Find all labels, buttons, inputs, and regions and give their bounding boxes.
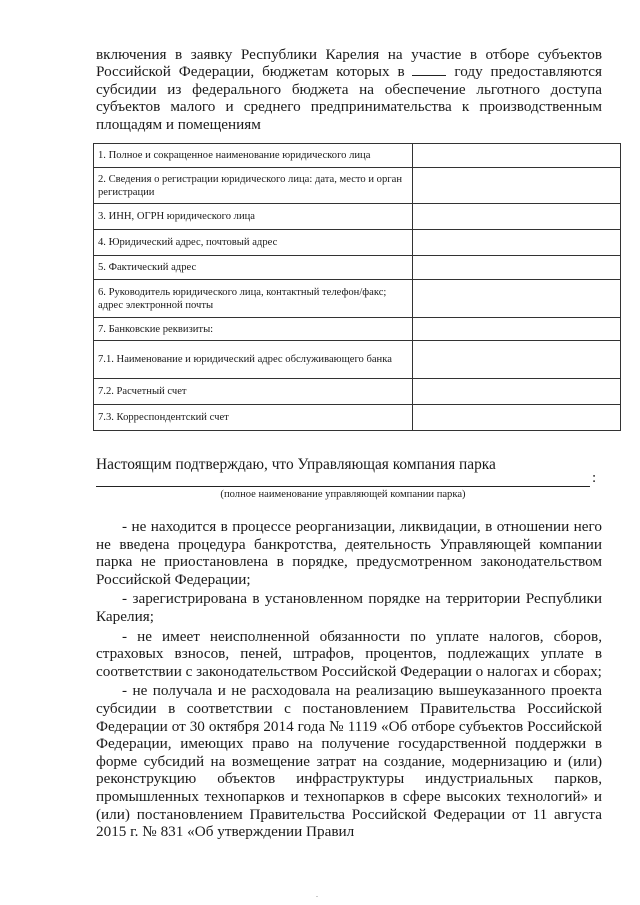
table-row	[94, 379, 621, 405]
row-label: 6. Руководитель юридического лица, контактный телефон/факс; адрес электронной почты	[94, 280, 413, 318]
row-label: 1. Полное и сокращенное наименование юридического лица	[94, 144, 413, 168]
row-value-field[interactable]	[413, 379, 621, 405]
row-value-field[interactable]	[413, 144, 621, 168]
row-label: 7.3. Корреспондентский счет	[94, 405, 413, 431]
row-value-field[interactable]	[413, 230, 621, 256]
clause-item: - не находится в процессе реорганизации, ликвидации, в отношении него не введена процедура банкротства, деятельность Управляющей компании парка не приостановлена в порядке, предусмотренном законодательством Российской Федерации;	[96, 518, 602, 588]
year-blank-field[interactable]	[412, 63, 446, 76]
row-label: 7.2. Расчетный счет	[94, 379, 413, 405]
table-row	[94, 204, 621, 230]
confirmation-clauses	[96, 518, 602, 843]
row-label: 2. Сведения о регистрации юридического лица: дата, место и орган регистрации	[94, 168, 413, 204]
page-footer-mark: .	[316, 890, 318, 899]
table-row	[94, 405, 621, 431]
row-value-field[interactable]	[413, 318, 621, 341]
row-label: 3. ИНН, ОГРН юридического лица	[94, 204, 413, 230]
clause-item: - не получала и не расходовала на реализацию вышеуказанного проекта субсидии в соответствии с постановлением Правительства Российской Федерации от 30 октября 2014 года № 1119 «Об отборе субъектов Российской Федерации, имеющих право на получение государственной поддержки в форме субсидий на возмещение затрат на создание, модернизацию и (или) реконструкцию объектов инфраструктуры индустриальных парков, промышленных технопарков и технопарков в сфере высоких технологий» и (или) постановлением Правительства Российской Федерации от 11 августа 2015 г. № 831 «Об утверждении Правил	[96, 682, 602, 841]
table-row	[94, 144, 621, 168]
row-label: 7.1. Наименование и юридический адрес обслуживающего банка	[94, 341, 413, 379]
confirmation-statement: Настоящим подтверждаю, что Управляющая компания парка	[96, 456, 496, 473]
intro-text-before: включения в заявку Республики Карелия на участие в отборе субъектов Российской Федерации, бюджетам которых в	[96, 46, 602, 81]
row-value-field[interactable]	[413, 341, 621, 379]
table-row	[94, 230, 621, 256]
row-value-field[interactable]	[413, 204, 621, 230]
row-label: 5. Фактический адрес	[94, 256, 413, 280]
table-row	[94, 280, 621, 318]
applicant-info-table	[93, 143, 621, 431]
table-row	[94, 318, 621, 341]
company-name-caption: (полное наименование управляющей компании парка)	[220, 489, 466, 500]
row-value-field[interactable]	[413, 280, 621, 318]
row-label: 4. Юридический адрес, почтовый адрес	[94, 230, 413, 256]
table-row	[94, 256, 621, 280]
confirmation-colon: :	[592, 470, 597, 486]
intro-text-after: году предоставляются субсидии из федерального бюджета на обеспечение льготного доступа субъектов малого и среднего предпринимательства к производственным площадям и помещениям	[96, 63, 603, 133]
table-row	[94, 168, 621, 204]
row-value-field[interactable]	[413, 256, 621, 280]
row-value-field[interactable]	[413, 168, 621, 204]
row-value-field[interactable]	[413, 405, 621, 431]
clause-item: - не имеет неисполненной обязанности по уплате налогов, сборов, страховых взносов, пеней, штрафов, процентов, подлежащих уплате в соответствии с законодательством Российской Федерации о налогах и сборах;	[96, 627, 602, 680]
intro-paragraph	[96, 46, 602, 133]
clause-item: - зарегистрирована в установленном порядке на территории Республики Карелия;	[96, 590, 602, 625]
company-name-field[interactable]	[96, 486, 590, 487]
row-label: 7. Банковские реквизиты:	[94, 318, 413, 341]
table-row	[94, 341, 621, 379]
